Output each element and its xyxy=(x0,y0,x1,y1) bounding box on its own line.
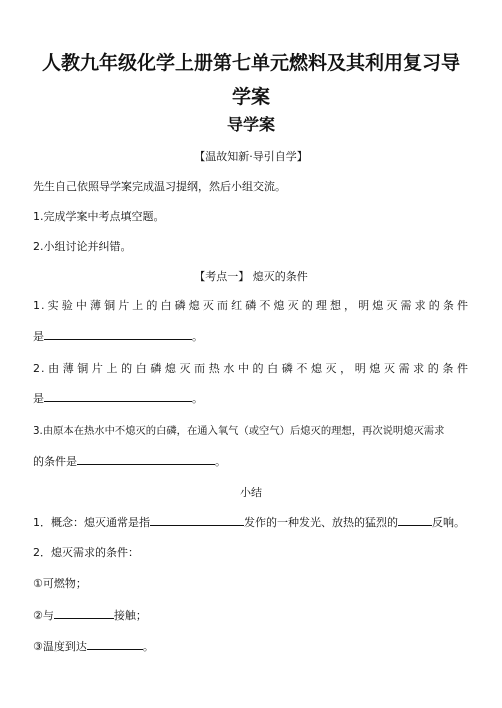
summary-1-text-c: 反响。 xyxy=(432,516,465,529)
section-point1-heading: 【考点一】 熄灭的条件 xyxy=(194,270,308,283)
summary-item-1 xyxy=(33,514,469,531)
section-review-heading: 【温故知新·导引自学】 xyxy=(194,150,308,163)
question-2-line-2 xyxy=(33,390,469,407)
question-2-line-1: 2.由薄铜片上的白磷熄灭而热水中的白磷不熄灭，明熄灭需求的条件 xyxy=(33,362,469,375)
title-line-2: 学案 xyxy=(231,86,270,108)
summary-1-blank-a[interactable] xyxy=(150,514,244,526)
question-3-line-2 xyxy=(33,453,469,470)
question-1-suffix: 。 xyxy=(192,330,203,343)
question-2-prefix: 是 xyxy=(33,392,44,405)
intro-text: 先生自己依照导学案完成温习提纲，然后小组交流。 xyxy=(33,180,286,193)
condition-2 xyxy=(33,607,469,624)
summary-1-text-b: 发作的一种发光、放热的猛烈的 xyxy=(244,516,398,529)
condition-2-text-a: ②与 xyxy=(33,609,54,622)
question-2-suffix: 。 xyxy=(192,392,203,405)
condition-3-blank[interactable] xyxy=(87,638,143,650)
page-subtitle: 导学案 xyxy=(226,115,275,134)
question-1-line-1: 1.实验中薄铜片上的白磷熄灭而红磷不熄灭的理想，明熄灭需求的条件 xyxy=(33,299,469,312)
condition-3 xyxy=(33,638,469,655)
question-3-suffix: 。 xyxy=(215,455,226,468)
question-3-prefix: 的条件是 xyxy=(33,455,77,468)
question-1-prefix: 是 xyxy=(33,330,44,343)
condition-2-blank[interactable] xyxy=(54,607,114,619)
question-1-answer-blank[interactable] xyxy=(44,328,192,340)
question-1-line-2 xyxy=(33,328,469,345)
condition-1: ①可燃物； xyxy=(33,577,87,590)
question-2-answer-blank[interactable] xyxy=(44,390,192,402)
question-3-line-1: 3.由原本在热水中不熄灭的白磷，在通入氧气（或空气）后熄灭的理想，再次说明熄灭需求 xyxy=(33,425,445,437)
question-3-answer-blank[interactable] xyxy=(77,453,215,465)
step-2-text: 2.小组讨论并纠错。 xyxy=(33,240,132,253)
condition-3-text-a: ③温度到达 xyxy=(33,640,87,653)
title-line-1: 人教九年级化学上册第七单元燃料及其利用复习导 xyxy=(41,52,460,74)
summary-1-blank-b[interactable] xyxy=(398,514,432,526)
summary-1-text-a: 1．概念：熄灭通常是指 xyxy=(33,516,150,529)
summary-heading: 小结 xyxy=(240,486,262,499)
page-title xyxy=(40,46,462,114)
condition-2-text-b: 接触； xyxy=(113,609,147,622)
step-1-text: 1.完成学案中考点填空题。 xyxy=(33,210,165,223)
condition-3-text-b: 。 xyxy=(142,640,154,653)
summary-item-2: 2．熄灭需求的条件： xyxy=(33,546,139,559)
